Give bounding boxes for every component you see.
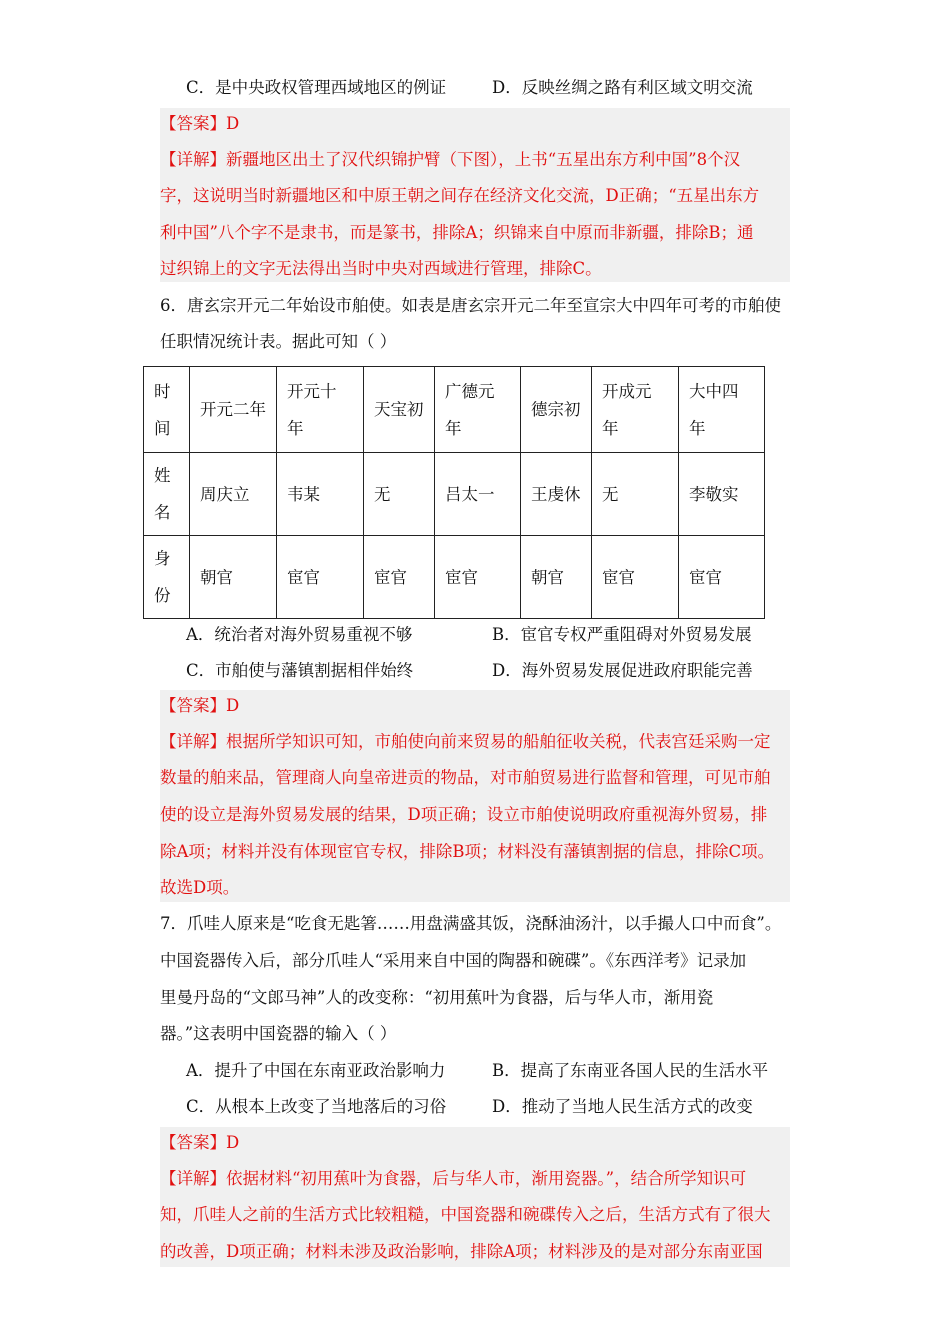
q6-stem-line-2: 任职情况统计表。据此可知（ ） [160,332,397,351]
table-row-name [144,453,765,536]
cell-name: 李敬实 [679,453,765,536]
cell-time: 德宗初 [521,367,592,453]
q7-stem-line-4: 器。”这表明中国瓷器的输入（ ） [160,1024,397,1043]
q7-option-d: D．推动了当地人民生活方式的改变 [492,1097,753,1116]
q5-detail-line-3: 利中国”八个字不是隶书，而是篆书，排除A；织锦来自中原而非新疆，排除B；通 [160,223,754,242]
q6-detail-line-3: 使的设立是海外贸易发展的结果，D项正确；设立市舶使说明政府重视海外贸易，排 [160,805,768,824]
q7-stem-line-3: 里曼丹岛的“文郎马神”人的改变称：“初用蕉叶为食器，后与华人市，渐用瓷 [160,988,714,1007]
q7-detail-line-1: 【详解】依据材料“初用蕉叶为食器，后与华人市，渐用瓷器。”，结合所学知识可 [160,1169,747,1188]
q6-detail-line-4: 除A项；材料并没有体现宦官专权，排除B项；材料没有藩镇割据的信息，排除C项。 [160,842,775,861]
answer-tag: 【答案】 [160,114,226,133]
row-header-identity: 身 份 [144,536,190,619]
cell-identity: 宦官 [592,536,679,619]
answer-tag: 【答案】 [160,1133,226,1152]
cell-name: 无 [592,453,679,536]
q5-detail-line-4: 过织锦上的文字无法得出当时中央对西域进行管理，排除C。 [160,259,602,278]
q6-answer-block [160,690,790,902]
answer-value: D [226,1133,240,1152]
q5-option-d: D．反映丝绸之路有利区域文明交流 [492,78,753,97]
cell-name: 王虔休 [521,453,592,536]
row-header-time: 时 间 [144,367,190,453]
q5-answer [160,114,239,134]
answer-tag: 【答案】 [160,696,226,715]
detail-tag: 【详解】 [160,732,226,751]
q6-detail-line-5: 故选D项。 [160,878,240,897]
cell-name: 韦某 [277,453,364,536]
cell-time: 开成元 年 [592,367,679,453]
q7-answer [160,1133,239,1153]
q7-option-a: A．提升了中国在东南亚政治影响力 [186,1061,446,1080]
detail-tag: 【详解】 [160,1169,226,1188]
cell-identity: 宦官 [435,536,521,619]
q5-detail-line-2: 字，这说明当时新疆地区和中原王朝之间存在经济文化交流，D正确；“五星出东方 [160,186,760,205]
cell-identity: 朝官 [521,536,592,619]
q6-option-a: A．统治者对海外贸易重视不够 [186,625,413,644]
table-row-time [144,367,765,453]
cell-time: 开元二年 [190,367,277,453]
q7-option-b: B．提高了东南亚各国人民的生活水平 [492,1061,769,1080]
q6-detail-line-2: 数量的舶来品，管理商人向皇帝进贡的物品，对市舶贸易进行监督和管理，可见市舶 [160,768,771,787]
detail-tag: 【详解】 [160,150,226,169]
answer-value: D [226,696,240,715]
cell-identity: 朝官 [190,536,277,619]
q5-option-c: C．是中央政权管理西域地区的例证 [186,78,447,97]
q7-option-c: C．从根本上改变了当地落后的习俗 [186,1097,447,1116]
q7-stem-line-2: 中国瓷器传入后，部分爪哇人“采用来自中国的陶器和碗碟”。《东西洋考》记录加 [160,951,747,970]
q7-stem-line-1: 7．爪哇人原来是“吃食无匙箸……用盘满盛其饭，浇酥油汤汁，以手撮人口中而食”。 [160,914,782,933]
cell-time: 大中四年 [679,367,765,453]
cell-identity: 宦官 [277,536,364,619]
q7-detail-line-2: 知，爪哇人之前的生活方式比较粗糙，中国瓷器和碗碟传入之后，生活方式有了很大 [160,1205,771,1224]
q6-statistics-table [143,366,765,619]
q5-detail-line-1: 【详解】新疆地区出土了汉代织锦护臂（下图），上书“五星出东方利中国”8个汉 [160,150,741,169]
cell-identity: 宦官 [679,536,765,619]
q6-stem-line-1: 6．唐玄宗开元二年始设市舶使。如表是唐玄宗开元二年至宣宗大中四年可考的市舶使 [160,296,781,315]
q6-option-c: C．市舶使与藩镇割据相伴始终 [186,661,414,680]
row-header-name: 姓 名 [144,453,190,536]
cell-time: 开元十 年 [277,367,364,453]
cell-time: 天宝初 [364,367,435,453]
q7-detail-line-3: 的改善，D项正确；材料未涉及政治影响，排除A项；材料涉及的是对部分东南亚国 [160,1242,763,1261]
cell-name: 吕太一 [435,453,521,536]
cell-time: 广德元 年 [435,367,521,453]
q6-detail-line-1: 【详解】根据所学知识可知，市舶使向前来贸易的船舶征收关税，代表宫廷采购一定 [160,732,771,751]
cell-name: 无 [364,453,435,536]
cell-identity: 宦官 [364,536,435,619]
q6-option-d: D．海外贸易发展促进政府职能完善 [492,661,753,680]
cell-name: 周庆立 [190,453,277,536]
q6-option-b: B．宦官专权严重阻碍对外贸易发展 [492,625,752,644]
q6-answer [160,696,239,716]
table-row-identity [144,536,765,619]
answer-value: D [226,114,240,133]
